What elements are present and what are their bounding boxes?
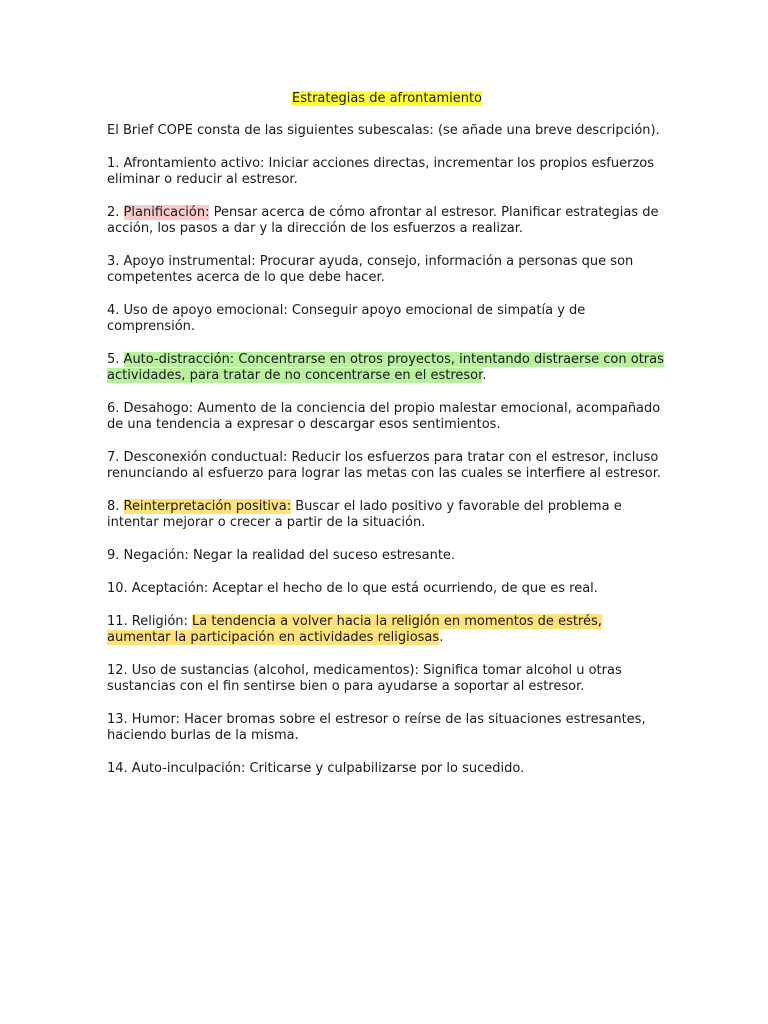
subscale-item	[107, 205, 667, 237]
item-text: Buscar el lado positivo y favorable del problema e intentar mejorar o crecer a partir de la situación.	[107, 499, 622, 530]
item-text: .	[439, 630, 444, 645]
item-text: 11. Religión:	[107, 614, 193, 629]
subscale-item	[107, 156, 667, 188]
subscale-item	[107, 614, 667, 646]
item-text: 3. Apoyo instrumental: Procurar ayuda, consejo, información a personas que son competentes acerca de lo que debe hacer.	[107, 254, 634, 285]
subscale-item	[107, 254, 667, 286]
item-text: 7. Desconexión conductual: Reducir los esfuerzos para tratar con el estresor, incluso renunciando al esfuerzo para lograr las metas con las cuales se interfiere al estresor.	[107, 450, 662, 481]
item-text: 5.	[107, 352, 124, 367]
highlighted-text: Reinterpretación positiva:	[123, 499, 292, 514]
subscale-item	[107, 450, 667, 482]
subscale-item	[107, 548, 667, 564]
item-text: 1. Afrontamiento activo: Iniciar acciones directas, incrementar los propios esfuerzos eliminar o reducir al estresor.	[107, 156, 654, 187]
item-text: 13. Humor: Hacer bromas sobre el estresor o reírse de las situaciones estresantes, haciendo burlas de la misma.	[107, 712, 646, 743]
item-text: 10. Aceptación: Aceptar el hecho de lo que está ocurriendo, de que es real.	[107, 581, 598, 596]
subscale-list	[107, 156, 667, 777]
item-text: 6. Desahogo: Aumento de la conciencia del propio malestar emocional, acompañado de una tendencia a expresar o descargar esos sentimientos.	[107, 401, 661, 432]
highlighted-text: Planificación:	[123, 205, 210, 220]
title-text: Estrategias de afrontamiento	[291, 91, 483, 106]
subscale-item	[107, 303, 667, 335]
subscale-item	[107, 581, 667, 597]
intro-paragraph: El Brief COPE consta de las siguientes subescalas: (se añade una breve descripción).	[107, 123, 660, 138]
item-text: 9. Negación: Negar la realidad del suceso estresante.	[107, 548, 456, 563]
document-title	[107, 91, 667, 107]
subscale-item	[107, 499, 667, 531]
subscale-item	[107, 401, 667, 433]
item-text: 4. Uso de apoyo emocional: Conseguir apoyo emocional de simpatía y de comprensión.	[107, 303, 586, 334]
subscale-item	[107, 663, 667, 695]
highlighted-text: Auto-distracción: Concentrarse en otros proyectos, intentando distraerse con otras actividades, para tratar de no concentrarse en el estresor	[107, 352, 664, 383]
subscale-item	[107, 712, 667, 744]
item-text: Pensar acerca de cómo afrontar al estresor. Planificar estrategias de acción, los pasos a dar y la dirección de los esfuerzos a realizar.	[107, 205, 659, 236]
highlighted-text: La tendencia a volver hacia la religión en momentos de estrés, aumentar la participación en actividades religiosas	[107, 614, 602, 645]
document-page	[107, 91, 667, 794]
item-text: .	[482, 368, 487, 383]
item-text: 12. Uso de sustancias (alcohol, medicamentos): Significa tomar alcohol u otras sustancias con el fin sentirse bien o para ayudarse a soportar al estresor.	[107, 663, 622, 694]
item-text: 14. Auto-inculpación: Criticarse y culpabilizarse por lo sucedido.	[107, 761, 525, 776]
subscale-item	[107, 761, 667, 777]
item-text: 8.	[107, 499, 124, 514]
item-text: 2.	[107, 205, 124, 220]
subscale-item	[107, 352, 667, 384]
